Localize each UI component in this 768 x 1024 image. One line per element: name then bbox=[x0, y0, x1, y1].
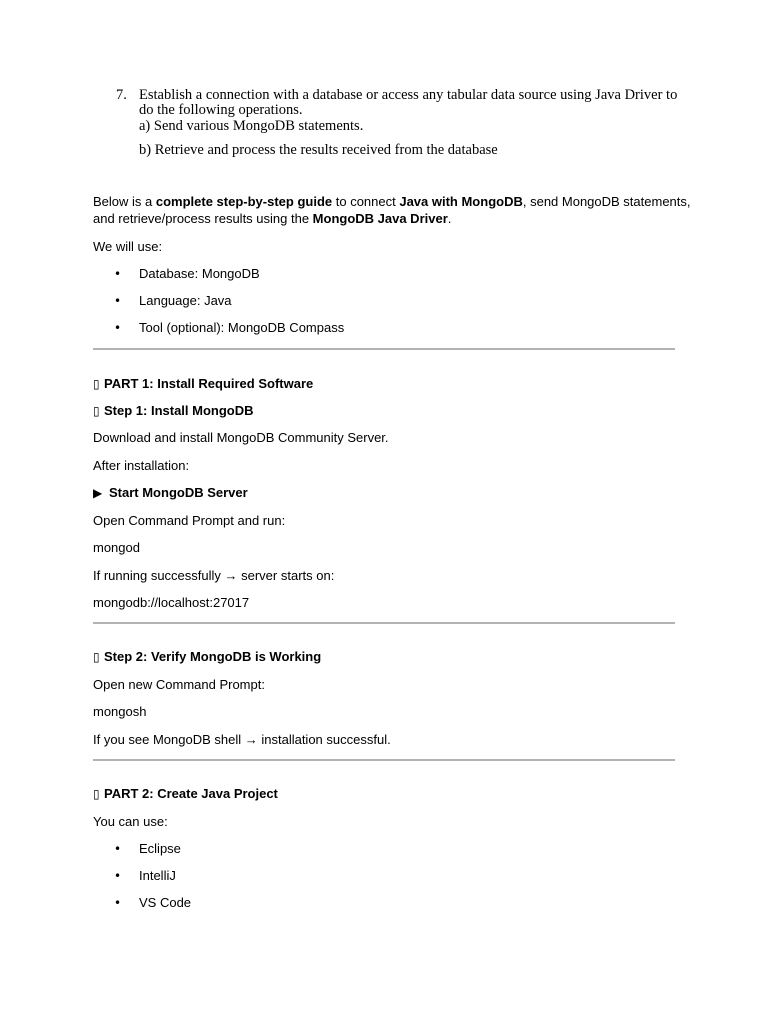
localhost-url: mongodb://localhost:27017 bbox=[93, 595, 250, 610]
list-item: Tool (optional): MongoDB Compass bbox=[139, 320, 345, 335]
task-item-b: b) Retrieve and process the results received from the database bbox=[139, 142, 498, 158]
we-will-use: We will use: bbox=[93, 239, 163, 254]
task-item-a: a) Send various MongoDB statements. bbox=[139, 118, 364, 134]
bullet: • bbox=[114, 321, 122, 335]
cmd-mongosh: mongosh bbox=[93, 704, 147, 719]
after-install-text: After installation: bbox=[93, 458, 190, 473]
bullet: • bbox=[114, 896, 122, 910]
bullet: • bbox=[114, 842, 122, 856]
heading-text: Step 1: Install MongoDB bbox=[104, 403, 254, 418]
intro-text: , send MongoDB statements, bbox=[522, 194, 691, 209]
intro-line-2 bbox=[93, 211, 451, 226]
intro-text: Below is a bbox=[93, 194, 156, 209]
missing-glyph-icon: ▯ bbox=[93, 650, 100, 664]
list-item: Language: Java bbox=[139, 293, 232, 308]
list-item: Eclipse bbox=[139, 841, 181, 856]
shell-text: If you see MongoDB shell → installation successful. bbox=[93, 732, 391, 747]
running-text: If running successfully → server starts on: bbox=[93, 568, 335, 583]
divider bbox=[93, 348, 675, 350]
heading-text: Start MongoDB Server bbox=[109, 485, 248, 500]
intro-bold: MongoDB Java Driver bbox=[312, 211, 448, 226]
list-item: VS Code bbox=[139, 895, 192, 910]
step1-text: Download and install MongoDB Community Server. bbox=[93, 430, 389, 445]
intro-text: to connect bbox=[332, 194, 400, 209]
step1-heading bbox=[93, 403, 254, 418]
intro-text: and retrieve/process results using the bbox=[93, 211, 313, 226]
step2-heading bbox=[93, 649, 321, 664]
start-server-heading bbox=[93, 485, 248, 500]
bullet: • bbox=[114, 869, 122, 883]
part2-heading bbox=[93, 786, 278, 801]
divider bbox=[93, 759, 675, 761]
open-cmd-text: Open Command Prompt and run: bbox=[93, 513, 286, 528]
part1-heading bbox=[93, 376, 313, 391]
missing-glyph-icon: ▯ bbox=[93, 787, 100, 801]
bullet: • bbox=[114, 294, 122, 308]
task-number: 7. bbox=[116, 87, 127, 103]
intro-text: . bbox=[447, 211, 452, 226]
missing-glyph-icon: ▯ bbox=[93, 377, 100, 391]
intro-bold: Java with MongoDB bbox=[399, 194, 523, 209]
heading-text: PART 2: Create Java Project bbox=[104, 786, 278, 801]
list-item: Database: MongoDB bbox=[139, 266, 260, 281]
divider bbox=[93, 622, 675, 624]
task-line-1: Establish a connection with a database or access any tabular data source using Java Driver to bbox=[139, 87, 678, 103]
missing-glyph-icon: ▯ bbox=[93, 404, 100, 418]
heading-text: PART 1: Install Required Software bbox=[104, 376, 314, 391]
bullet: • bbox=[114, 267, 122, 281]
you-can-use: You can use: bbox=[93, 814, 168, 829]
task-line-2: do the following operations. bbox=[139, 102, 303, 118]
list-item: IntelliJ bbox=[139, 868, 176, 883]
play-icon: ▶ bbox=[93, 486, 103, 500]
intro-line-1 bbox=[93, 194, 691, 209]
cmd-mongod: mongod bbox=[93, 540, 140, 555]
heading-text: Step 2: Verify MongoDB is Working bbox=[104, 649, 322, 664]
intro-bold: complete step-by-step guide bbox=[155, 194, 333, 209]
open-new-cmd-text: Open new Command Prompt: bbox=[93, 677, 265, 692]
